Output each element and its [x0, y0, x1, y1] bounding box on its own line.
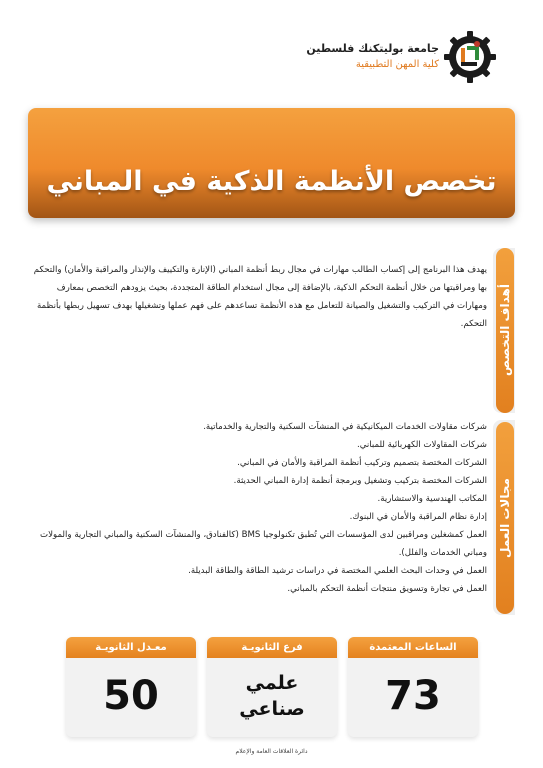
branch-label: فرع الثانويـة	[207, 637, 337, 658]
credit-hours-label: الساعات المعتمدة	[348, 637, 478, 658]
university-name: جامعة بوليتكنك فلسطين	[306, 42, 439, 55]
footer-text: دائرة العلاقات العامة والإعلام	[235, 748, 308, 755]
title-banner	[28, 108, 515, 218]
average-value: 50	[103, 673, 159, 719]
college-name: كلية المهن التطبيقية	[355, 59, 439, 70]
goals-text: يهدف هذا البرنامج إلى إكساب الطالب مهارات في مجال ربط أنظمة المباني (الإنارة والتكييف والإنذار والمراقبة والأمان) والتحكم بها ومراقبتها من خلال أنظمة التحكم الذكية، بالإضافة إلى مجال استخدام الطاقة المتجددة، بحيث يزودهم التخصص بمعارف ومهارات في التركيب والتشغيل والصيانة للتعامل مع هذه الأنظمة تساعدهم على فهم عملها وتشغيلها بهدف تسهيل ربطها بأنظمة التحكم.	[33, 265, 487, 329]
university-gear-logo-icon	[443, 30, 497, 84]
branch-value-line2: صناعي	[239, 698, 305, 720]
page-title: تخصص الأنظمة الذكية في المباني	[46, 166, 497, 197]
list-item: الشركات المختصة بتركيب وتشغيل وبرمجة أنظمة إدارة المباني الحديثة.	[233, 476, 487, 486]
goals-section-label: أهداف التخصص	[498, 284, 512, 376]
list-item: شركات مقاولات الخدمات الميكانيكية في المنشآت السكنية والتجارية والخدماتية.	[203, 422, 487, 432]
list-item: العمل في تجارة وتسويق منتجات أنظمة التحكم بالمباني.	[287, 584, 487, 594]
list-item: العمل كمشغلين ومراقبين لدى المؤسسات التي تُطبق تكنولوجيا BMS (كالفنادق، والمنشآت السكنية والمباني التجارية والمولات ومباني الخدمات والفلل).	[40, 530, 487, 558]
list-item: شركات المقاولات الكهربائية للمباني.	[356, 440, 487, 450]
work-fields-list	[27, 418, 487, 598]
list-item: إدارة نظام المراقبة والأمان في البنوك.	[349, 512, 487, 522]
credit-hours-value: 73	[385, 673, 441, 719]
list-item: العمل في وحدات البحث العلمي المختصة في دراسات ترشيد الطاقة والطاقة البديلة.	[188, 566, 487, 576]
list-item: المكاتب الهندسية والاستشارية.	[377, 494, 487, 504]
list-item: الشركات المختصة بتصميم وتركيب أنظمة المراقبة والأمان في المباني.	[237, 458, 487, 468]
work-fields-section-label: مجالات العمل	[498, 478, 512, 558]
branch-value-line1: علمي	[245, 672, 299, 694]
average-label: معـدل الثانويـة	[66, 637, 196, 658]
branch-value	[207, 670, 337, 722]
